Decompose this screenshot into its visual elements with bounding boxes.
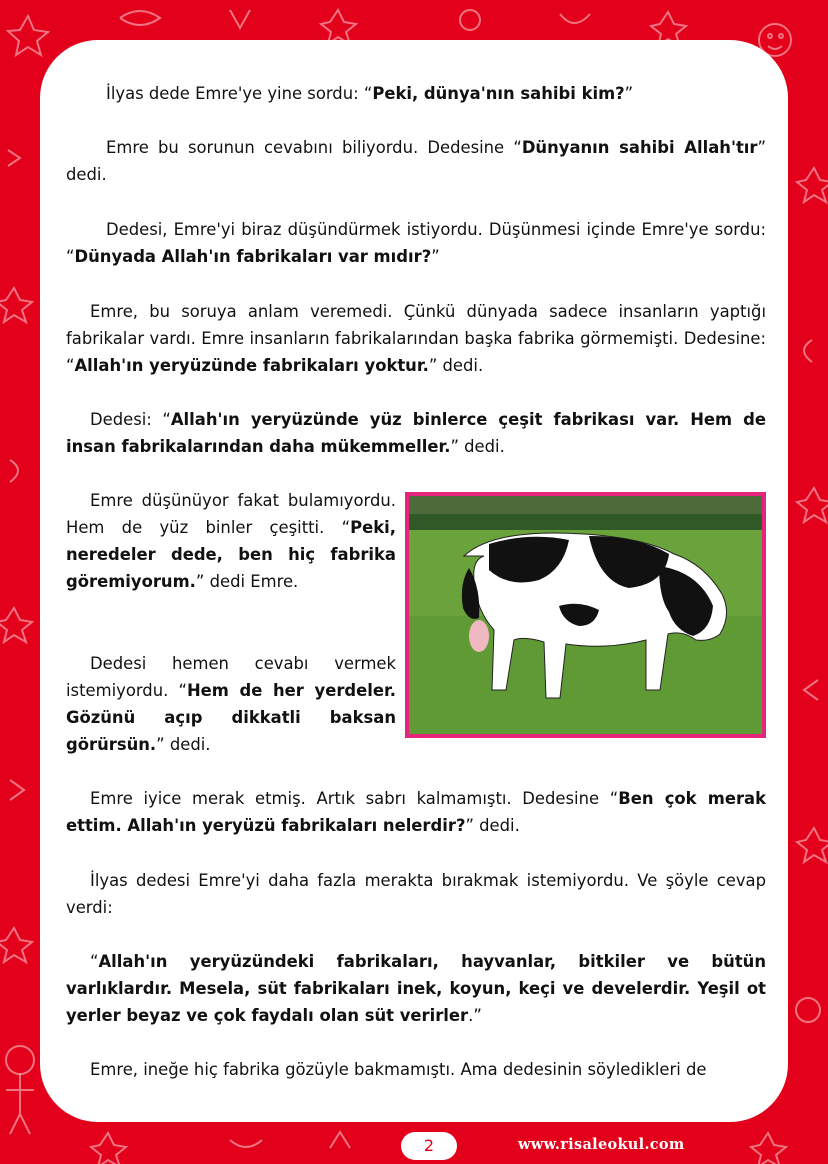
paragraph-2 bbox=[66, 134, 766, 188]
bold-text-run: Allah'ın yeryüzündeki fabrikaları, hayvanlar, bitkiler ve bütün varlıklardır. Mesela, süt fabrikaları inek, koyun, keçi ve develerdir. Yeşil ot yerler beyaz ve çok faydalı olan süt verirler bbox=[66, 952, 766, 1025]
paragraph-7 bbox=[66, 650, 396, 758]
paragraph-11 bbox=[66, 1056, 766, 1083]
text-run: .” bbox=[468, 1006, 482, 1025]
text-run: ” bbox=[431, 247, 440, 266]
paragraph-10 bbox=[66, 948, 766, 1029]
text-run: İlyas dedesi Emre'yi daha fazla merakta bırakmak istemiyordu. Ve şöyle cevap verdi: bbox=[66, 871, 766, 917]
cow-photo bbox=[405, 492, 766, 738]
bold-text-run: Allah'ın yeryüzünde yüz binlerce çeşit fabrikası var. Hem de insan fabrikalarından daha mükemmeller. bbox=[66, 410, 766, 456]
paragraph-4 bbox=[66, 298, 766, 379]
cow-illustration bbox=[409, 496, 762, 734]
bold-text-run: Dünyada Allah'ın fabrikaları var mıdır? bbox=[74, 247, 432, 266]
paragraph-5 bbox=[66, 406, 766, 460]
text-run: Dedesi: “ bbox=[90, 410, 171, 429]
paragraph-1 bbox=[66, 80, 766, 107]
bold-text-run: Ben çok merak ettim. Allah'ın yeryüzü fabrikaları nelerdir? bbox=[66, 789, 766, 835]
bold-text-run: Hem de her yerdeler. Gözünü açıp dikkatli baksan görürsün. bbox=[66, 681, 396, 754]
text-run: “ bbox=[90, 952, 99, 971]
bold-text-run: Allah'ın yeryüzünde fabrikaları yoktur. bbox=[74, 356, 429, 375]
text-run: Emre, ineğe hiç fabrika gözüyle bakmamıştı. Ama dedesinin söyledikleri de bbox=[90, 1060, 707, 1079]
paragraph-6 bbox=[66, 487, 396, 595]
page-number: 2 bbox=[401, 1132, 457, 1160]
text-run: Emre, bu soruya anlam veremedi. Çünkü dünyada sadece insanların yaptığı fabrikalar vardı. Emre insanların fabrikalarından başka fabrika görmemişti. Dedesine: “ bbox=[66, 302, 766, 375]
text-run: ” dedi Emre. bbox=[195, 572, 299, 591]
text-run: ” bbox=[624, 84, 634, 103]
text-run: Dedesi, Emre'yi biraz düşündürmek istiyordu. Düşünmesi içinde Emre'ye sordu: “ bbox=[66, 220, 766, 266]
text-run: ” dedi. bbox=[428, 356, 484, 375]
bold-text-run: Peki, dünya'nın sahibi kim? bbox=[372, 84, 625, 103]
paragraph-8 bbox=[66, 785, 766, 839]
text-run: ” dedi. bbox=[465, 816, 520, 835]
text-run: İlyas dede Emre'ye yine sordu: “ bbox=[106, 84, 373, 103]
text-run: ” dedi. bbox=[66, 138, 767, 184]
bold-text-run: Dünyanın sahibi Allah'tır bbox=[521, 138, 758, 157]
text-run: ” dedi. bbox=[156, 735, 211, 754]
paragraph-9 bbox=[66, 867, 766, 921]
paragraph-3 bbox=[66, 216, 766, 270]
text-run: ” dedi. bbox=[450, 437, 505, 456]
text-run: Emre iyice merak etmiş. Artık sabrı kalmamıştı. Dedesine “ bbox=[90, 789, 619, 808]
text-run: Dedesi hemen cevabı vermek istemiyordu. “ bbox=[66, 654, 396, 700]
text-run: Emre düşünüyor fakat bulamıyordu. Hem de yüz binler çeşitti. “ bbox=[66, 491, 396, 537]
website-url[interactable]: www.risaleokul.com bbox=[518, 1136, 685, 1153]
text-run: Emre bu sorunun cevabını biliyordu. Dedesine “ bbox=[106, 138, 522, 157]
bold-text-run: Peki, neredeler dede, ben hiç fabrika göremiyorum. bbox=[66, 518, 396, 591]
